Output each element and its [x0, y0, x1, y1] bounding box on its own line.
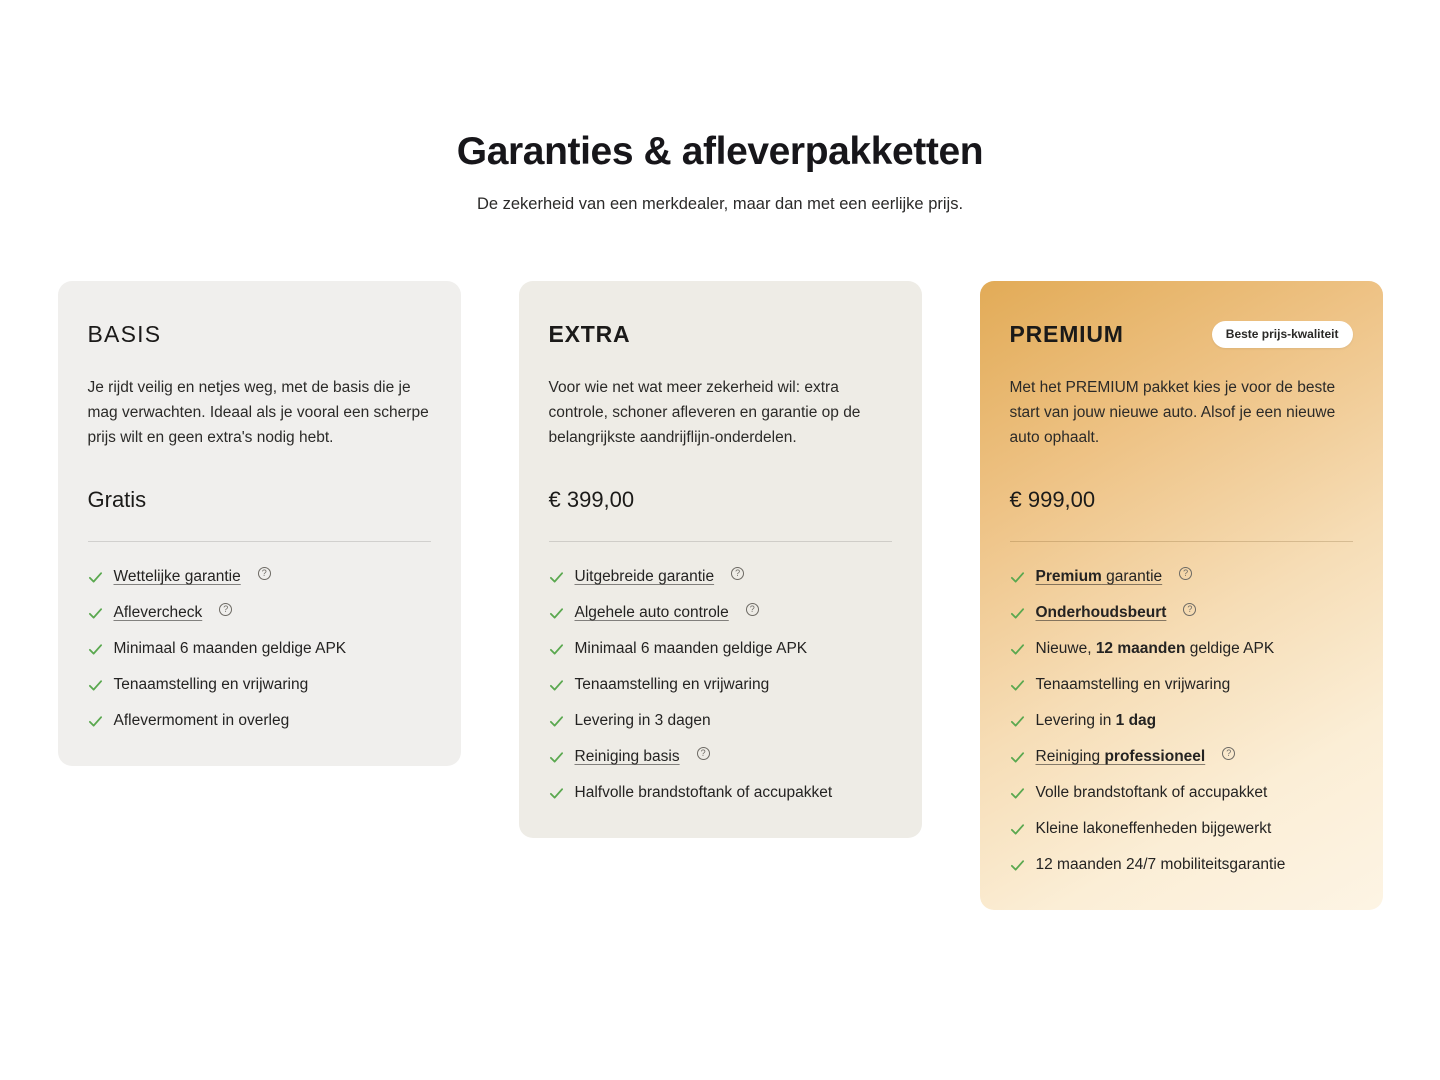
info-icon[interactable] [1183, 603, 1196, 616]
package-card-extra[interactable] [519, 281, 922, 838]
feature-label: Algehele auto controle [574, 604, 729, 621]
list-item[interactable] [88, 566, 431, 588]
info-icon[interactable] [697, 747, 710, 760]
check-icon [1010, 642, 1025, 657]
check-icon [1010, 786, 1025, 801]
page-subtitle: De zekerheid van een merkdealer, maar dan met een eerlijke prijs. [476, 195, 964, 213]
list-item [1010, 818, 1353, 840]
check-icon [549, 714, 564, 729]
status-badge: Beste prijs-kwaliteit [1212, 321, 1353, 348]
package-cards [0, 281, 1440, 910]
card-description: Met het PREMIUM pakket kies je voor de beste start van jouw nieuwe auto. Alsof je een nieuwe auto ophaalt. [1009, 379, 1336, 446]
feature-label: Reiniging basis [574, 748, 680, 765]
feature-label: Wettelijke garantie [113, 568, 241, 585]
list-item [1010, 674, 1353, 696]
feature-list [1010, 566, 1353, 876]
list-item [1010, 782, 1353, 804]
card-description: Voor wie net wat meer zekerheid wil: extra controle, schoner afleveren en garantie op de belangrijkste aandrijflijn-onderdelen. [548, 379, 861, 446]
check-icon [88, 642, 103, 657]
check-icon [1010, 750, 1025, 765]
check-icon [549, 678, 564, 693]
check-icon [549, 570, 564, 585]
page-title: Garanties & afleverpakketten [456, 130, 984, 173]
feature-list [88, 566, 431, 732]
info-icon[interactable] [258, 567, 271, 580]
feature-label: Levering in 1 dag [1035, 712, 1157, 729]
card-header-basis [88, 319, 431, 349]
check-icon [1010, 822, 1025, 837]
feature-label: Premium garantie [1035, 568, 1163, 585]
check-icon [1010, 678, 1025, 693]
check-icon [549, 750, 564, 765]
info-icon[interactable] [1222, 747, 1235, 760]
list-item [549, 782, 892, 804]
list-item [549, 674, 892, 696]
page-header [0, 0, 1440, 216]
divider [549, 541, 892, 542]
check-icon [549, 642, 564, 657]
list-item [88, 674, 431, 696]
feature-label: Tenaamstelling en vrijwaring [1035, 676, 1231, 693]
feature-label: Kleine lakoneffenheden bijgewerkt [1035, 820, 1272, 837]
divider [1010, 541, 1353, 542]
check-icon [549, 786, 564, 801]
feature-list [549, 566, 892, 804]
list-item[interactable] [549, 566, 892, 588]
card-title: EXTRA [548, 321, 631, 347]
check-icon [88, 678, 103, 693]
card-price: € 399,00 [548, 487, 635, 512]
feature-label: Reiniging professioneel [1035, 748, 1206, 765]
list-item[interactable] [1010, 746, 1353, 768]
list-item[interactable] [1010, 602, 1353, 624]
feature-label: Minimaal 6 maanden geldige APK [113, 640, 347, 657]
feature-label: Tenaamstelling en vrijwaring [574, 676, 770, 693]
list-item [88, 638, 431, 660]
check-icon [88, 570, 103, 585]
list-item [88, 710, 431, 732]
feature-label: Levering in 3 dagen [574, 712, 711, 729]
list-item [1010, 710, 1353, 732]
card-description: Je rijdt veilig en netjes weg, met de basis die je mag verwachten. Ideaal als je vooral een scherpe prijs wilt en geen extra's nodig hebt. [87, 379, 429, 446]
check-icon [88, 606, 103, 621]
list-item [1010, 854, 1353, 876]
feature-label: Onderhoudsbeurt [1035, 604, 1167, 621]
card-header-premium [1010, 319, 1353, 349]
check-icon [1010, 858, 1025, 873]
feature-label: Volle brandstoftank of accupakket [1035, 784, 1268, 801]
card-title: PREMIUM [1009, 321, 1124, 347]
list-item[interactable] [1010, 566, 1353, 588]
feature-label: Minimaal 6 maanden geldige APK [574, 640, 808, 657]
feature-label: Aflevermoment in overleg [113, 712, 290, 729]
check-icon [88, 714, 103, 729]
feature-label: 12 maanden 24/7 mobiliteitsgarantie [1035, 856, 1286, 873]
list-item[interactable] [549, 602, 892, 624]
check-icon [1010, 570, 1025, 585]
feature-label: Aflevercheck [113, 604, 203, 621]
card-price: Gratis [87, 487, 147, 512]
check-icon [1010, 714, 1025, 729]
info-icon[interactable] [746, 603, 759, 616]
check-icon [1010, 606, 1025, 621]
package-card-premium[interactable] [980, 281, 1383, 910]
info-icon[interactable] [731, 567, 744, 580]
feature-label: Tenaamstelling en vrijwaring [113, 676, 309, 693]
feature-label: Uitgebreide garantie [574, 568, 715, 585]
list-item[interactable] [88, 602, 431, 624]
card-header-extra [549, 319, 892, 349]
feature-label: Nieuwe, 12 maanden geldige APK [1035, 640, 1275, 657]
list-item[interactable] [549, 746, 892, 768]
list-item [549, 710, 892, 732]
check-icon [549, 606, 564, 621]
card-title: BASIS [87, 321, 162, 347]
divider [88, 541, 431, 542]
list-item [1010, 638, 1353, 660]
info-icon[interactable] [219, 603, 232, 616]
list-item [549, 638, 892, 660]
feature-label: Halfvolle brandstoftank of accupakket [574, 784, 833, 801]
info-icon[interactable] [1179, 567, 1192, 580]
package-card-basis[interactable] [58, 281, 461, 766]
card-price: € 999,00 [1009, 487, 1096, 512]
